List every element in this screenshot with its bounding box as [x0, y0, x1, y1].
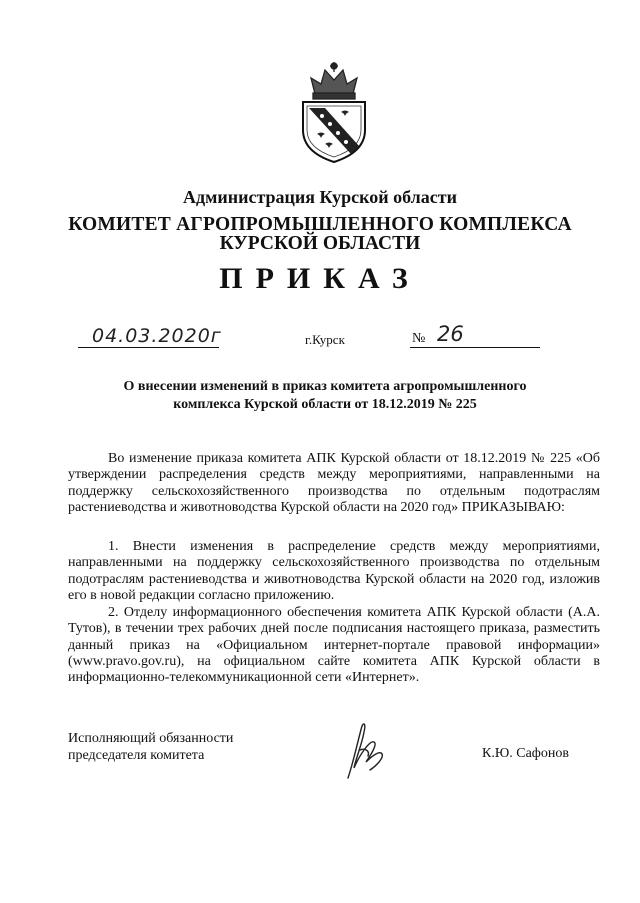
number-label: №	[412, 331, 426, 346]
signatory-position	[68, 730, 233, 764]
position-line1: Исполняющий обязанности	[68, 731, 234, 746]
paragraph-item-1: 1. Внести изменения в распределение средств между мероприятиями, направленными на поддержку сельскохозяйственного производства по отдельным подотраслям растениеводства и животноводства Курской области на 2020 год, изложив его в новой редакции согласно приложению.	[68, 539, 600, 603]
committee-title-line1: КОМИТЕТ АГРОПРОМЫШЛЕННОГО КОМПЛЕКСА	[68, 214, 572, 235]
handwritten-signature-icon	[340, 720, 390, 780]
number-underline	[410, 347, 540, 348]
paragraph-item-2: 2. Отделу информационного обеспечения комитета АПК Курской области (А.А. Тутов), в течении трех рабочих дней после подписания настоящего приказа, разместить данный приказ на «Официальном интернет-портале правовой информации» (www.pravo.gov.ru), на официальном сайте комитета АПК Курской области в информационно-телекоммуникационной сети «Интернет».	[68, 605, 600, 686]
position-line2: председателя комитета	[68, 748, 205, 763]
committee-title-line2: КУРСКОЙ ОБЛАСТИ	[219, 233, 421, 254]
signatory-name: К.Ю. Сафонов	[482, 746, 569, 761]
subject-line2: комплекса Курской области от 18.12.2019 № 225	[173, 397, 477, 412]
subject-line1: О внесении изменений в приказ комитета агропромышленного	[123, 379, 527, 394]
coat-of-arms-icon	[295, 60, 373, 164]
order-subject	[60, 378, 590, 414]
administration-title: Администрация Курской области	[183, 187, 457, 207]
city-label: г.Курск	[305, 332, 345, 347]
order-number: 26	[437, 322, 464, 346]
document-type: ПРИКАЗ	[219, 262, 421, 295]
order-date: 04.03.2020г	[92, 325, 222, 347]
date-underline	[78, 347, 219, 348]
paragraph-preamble: Во изменение приказа комитета АПК Курской области от 18.12.2019 № 225 «Об утверждении распределения средств между мероприятиями, направленными на поддержку сельскохозяйственного производства по отдельным подотраслям растениеводства и животноводства Курской области на 2020 год» ПРИКАЗЫВАЮ:	[68, 451, 600, 515]
